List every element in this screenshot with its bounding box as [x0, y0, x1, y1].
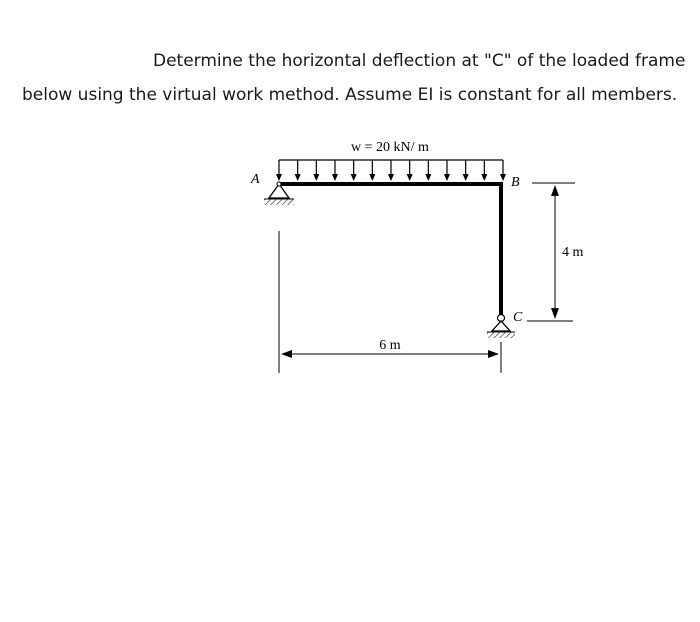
load-arrow-down-icon [351, 174, 357, 181]
ground-hatch-c [487, 332, 515, 338]
pin-support-c [487, 315, 515, 339]
load-arrow-down-icon [295, 174, 301, 181]
load-arrows [276, 160, 506, 181]
load-arrow-down-icon [332, 174, 338, 181]
node-label-a: A [251, 172, 260, 187]
node-label-c: C [513, 310, 523, 325]
arrow-down-icon [551, 308, 559, 319]
node-label-b: B [511, 175, 520, 190]
distributed-load [276, 160, 506, 181]
arrow-up-icon [551, 185, 559, 196]
load-arrow-down-icon [369, 174, 375, 181]
load-arrow-down-icon [313, 174, 319, 181]
load-arrow-down-icon [425, 174, 431, 181]
problem-line-2: below using the virtual work method. Assume EI is constant for all members. [22, 85, 678, 105]
load-arrow-down-icon [481, 174, 487, 181]
load-arrow-down-icon [276, 174, 282, 181]
load-arrow-down-icon [407, 174, 413, 181]
ground-hatch-a [264, 199, 294, 205]
load-arrow-down-icon [388, 174, 394, 181]
load-label: w = 20 kN/ m [351, 140, 429, 155]
load-arrow-down-icon [463, 174, 469, 181]
dim-label-horizontal: 6 m [379, 338, 401, 353]
load-arrow-down-icon [500, 174, 506, 181]
load-arrow-down-icon [444, 174, 450, 181]
arrow-right-icon [488, 350, 499, 358]
dim-label-vertical: 4 m [562, 245, 584, 260]
problem-line-1: Determine the horizontal deflection at "C" of the loaded frame [153, 51, 686, 71]
arrow-left-icon [281, 350, 292, 358]
